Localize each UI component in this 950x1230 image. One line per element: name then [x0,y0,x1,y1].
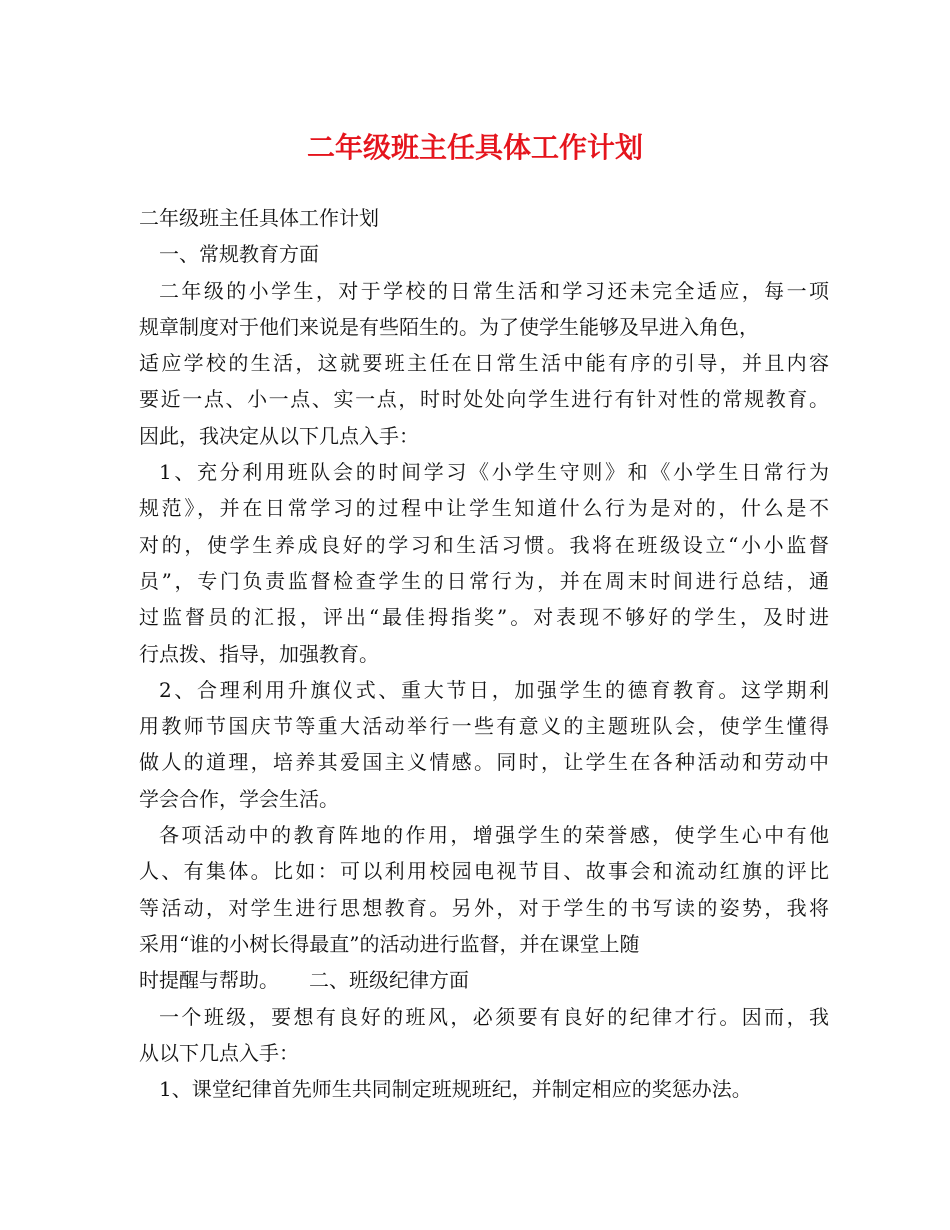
text-line: 一、常规教育方面 [159,242,319,267]
text-line: 等活动，对学生进行思想教育。另外，对于学生的书写读的姿势，我将 [139,895,829,920]
text-line: 1、课堂纪律首先师生共同制定班规班纪，并制定相应的奖惩办法。 [159,1077,752,1102]
document-body [139,200,829,1107]
text-line: 采用“谁的小树长得最直”的活动进行监督，并在课堂上随 [139,931,640,956]
text-line: 过监督员的汇报，评出“最佳拇指奖”。对表现不够好的学生，及时进 [139,605,829,630]
text-line: 用教师节国庆节等重大活动举行一些有意义的主题班队会，使学生懂得 [139,714,829,739]
text-line: 2、合理利用升旗仪式、重大节日，加强学生的德育教育。这学期利 [159,677,829,702]
text-line: 二年级班主任具体工作计划 [139,206,379,230]
text-line: 适应学校的生活，这就要班主任在日常生活中能有序的引导，并且内容 [139,351,829,376]
text-line: 1、充分利用班队会的时间学习《小学生守则》和《小学生日常行为 [159,460,829,485]
text-line: 规范》，并在日常学习的过程中让学生知道什么行为是对的，什么是不 [139,496,829,521]
text-line: 二年级的小学生，对于学校的日常生活和学习还未完全适应，每一项 [159,278,829,303]
text-line: 对的，使学生养成良好的学习和生活习惯。我将在班级设立“小小监督 [139,532,829,557]
text-line: 做人的道理，培养其爱国主义情感。同时，让学生在各种活动和劳动中 [139,750,829,775]
text-line: 一个班级，要想有良好的班风，必须要有良好的纪律才行。因而，我 [159,1004,829,1029]
text-line: 时提醒与帮助。 二、班级纪律方面 [139,968,469,993]
text-line: 因此，我决定从以下几点入手： [139,423,419,448]
text-line: 行点拨、指导，加强教育。 [139,641,379,666]
document-title: 二年级班主任具体工作计划 [306,131,643,164]
text-line: 员”，专门负责监督检查学生的日常行为，并在周末时间进行总结，通 [139,568,829,593]
text-line: 从以下几点入手： [139,1040,299,1065]
text-line: 人、有集体。比如：可以利用校园电视节目、故事会和流动红旗的评比 [139,859,829,884]
text-line: 各项活动中的教育阵地的作用，增强学生的荣誉感，使学生心中有他 [159,823,829,848]
text-line: 要近一点、小一点、实一点，时时处处向学生进行有针对性的常规教育。 [139,387,829,412]
text-line: 规章制度对于他们来说是有些陌生的。为了使学生能够及早进入角色， [139,314,759,339]
text-line: 学会合作，学会生活。 [139,786,339,811]
